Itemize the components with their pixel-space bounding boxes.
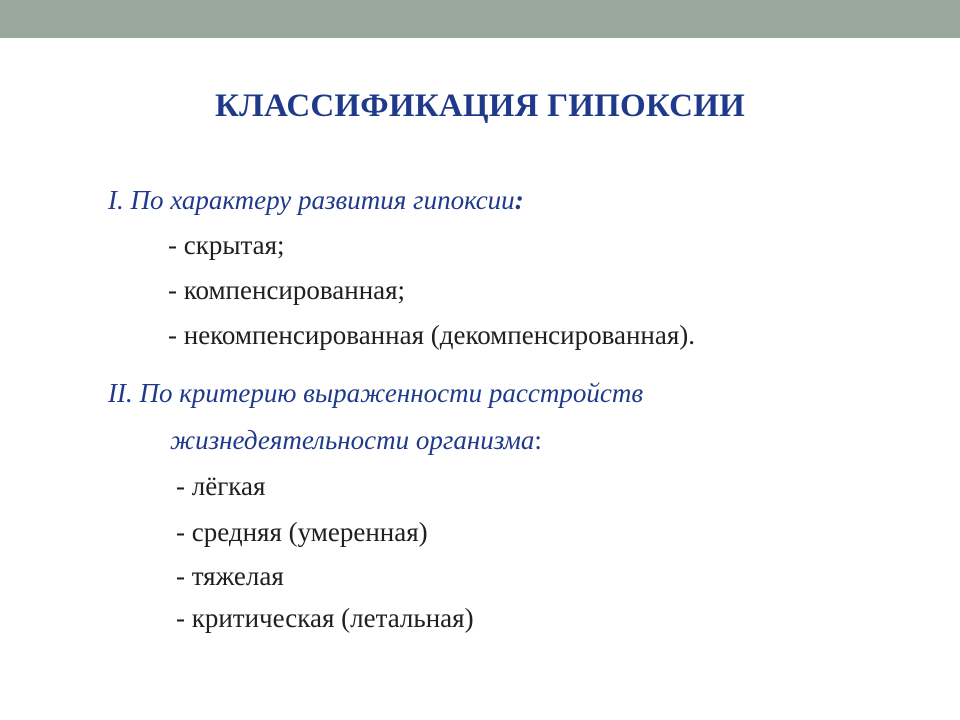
section-2-item: - средняя (умеренная) — [176, 517, 428, 547]
section-1-heading-text: I. По характеру развития гипоксии — [108, 185, 515, 215]
section-2-item: - лёгкая — [176, 471, 266, 501]
section-2-item: - тяжелая — [176, 561, 284, 591]
section-2-item: - критическая (летальная) — [176, 603, 474, 633]
section-2-heading-line-2 — [170, 424, 542, 456]
top-decorative-bar — [0, 0, 960, 38]
section-2-heading-line-1: II. По критерию выраженности расстройств — [108, 378, 644, 408]
section-1-heading-colon: : — [514, 185, 524, 215]
section-1-heading — [108, 184, 524, 216]
section-2-heading-colon: : — [534, 425, 542, 455]
section-1-item: - компенсированная; — [168, 275, 406, 305]
section-2-heading-text: жизнедеятельности организма — [170, 425, 535, 455]
section-1-item: - некомпенсированная (декомпенсированная). — [168, 320, 696, 350]
slide-title: КЛАССИФИКАЦИЯ ГИПОКСИИ — [215, 88, 745, 124]
section-1-item: - скрытая; — [168, 230, 285, 260]
